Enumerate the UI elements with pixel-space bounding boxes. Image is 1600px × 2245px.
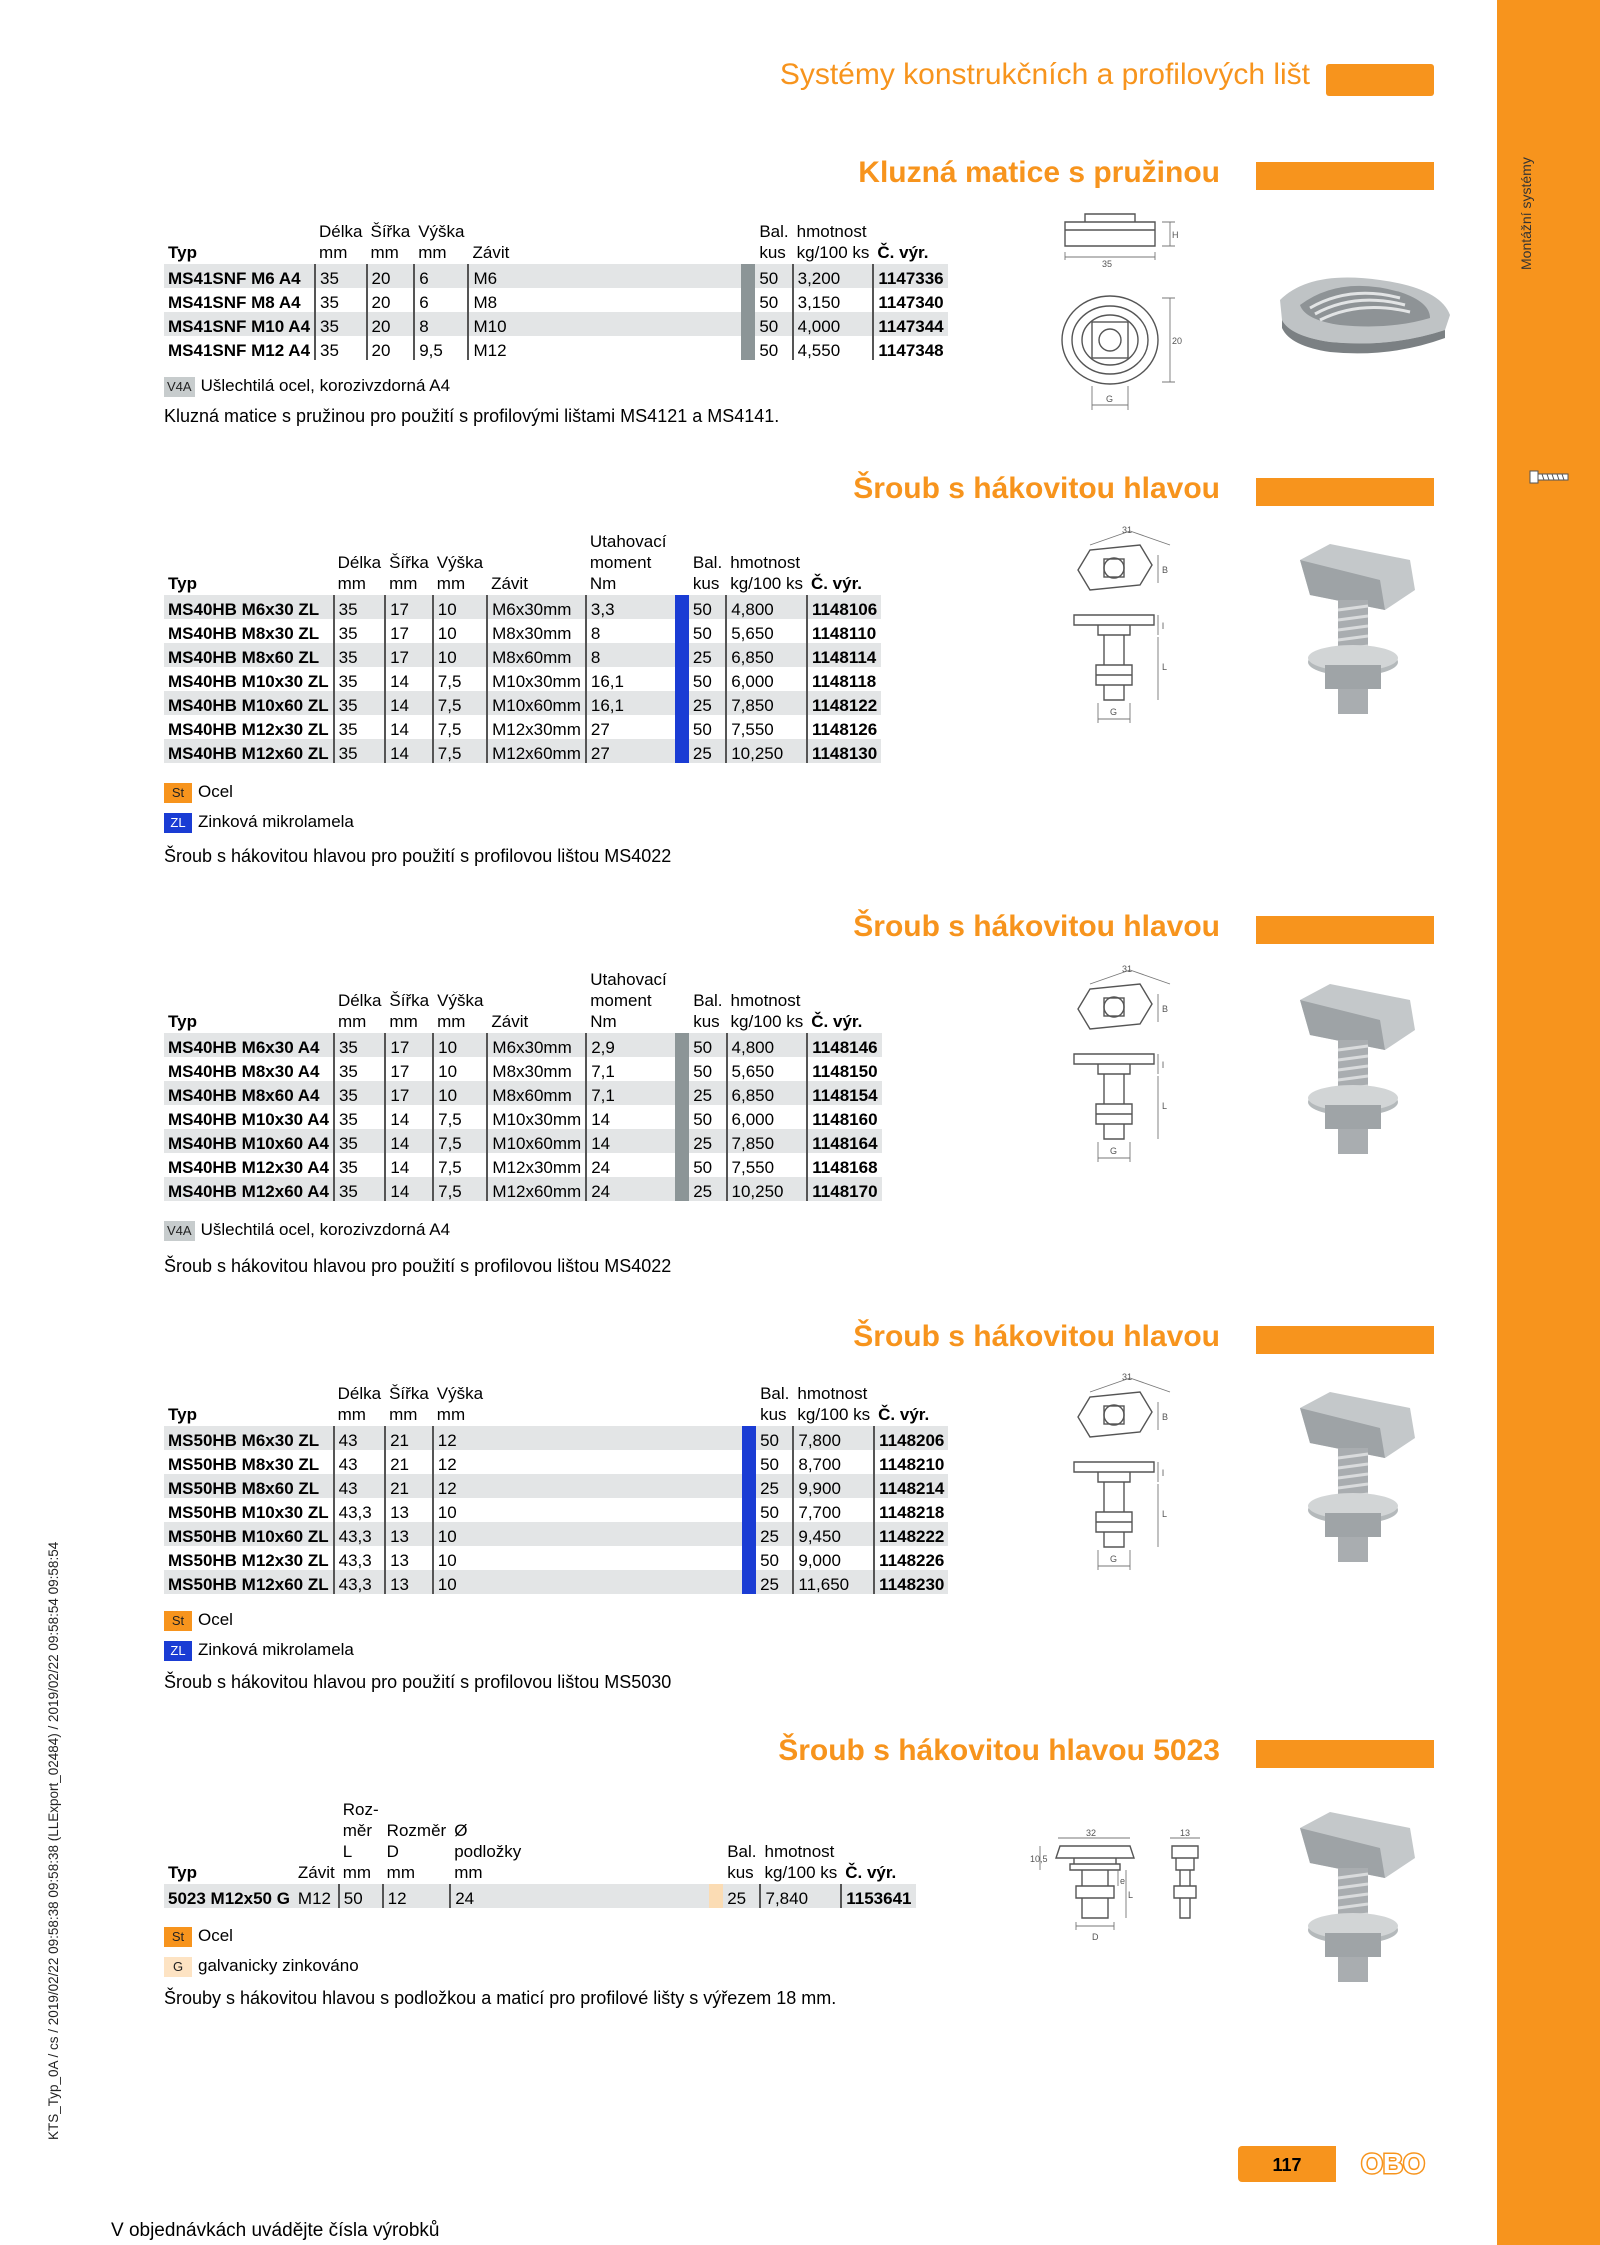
material-legend: V4A Ušlechtilá ocel, korozivzdorná A4 [164,376,450,397]
table-row: MS50HB M6x30 ZL 43 21 12 50 7,800 1148206 [164,1426,948,1450]
svg-text:l: l [1162,621,1164,631]
table-row: MS50HB M10x30 ZL 43,3 13 10 50 7,700 1148218 [164,1498,948,1522]
material-legend: ZL Zinková mikrolamela [164,1640,354,1661]
section-accent-bar [1256,1740,1434,1768]
table-row: MS40HB M8x60 ZL 35 17 10 M8x60mm 8 25 6,850 1148114 [164,643,881,667]
svg-text:31: 31 [1122,525,1133,535]
product-photo-sliding-nut [1270,270,1460,360]
section-title: Šroub s hákovitou hlavou [853,1320,1220,1353]
svg-text:L: L [1162,662,1168,672]
technical-drawing [1070,525,1190,725]
section-description: Šroub s hákovitou hlavou pro použití s profilovou lištou MS5030 [164,1672,672,1692]
svg-text:31: 31 [1122,964,1133,974]
material-legend: V4A Ušlechtilá ocel, korozivzdorná A4 [164,1220,450,1241]
material-legend: St Ocel [164,1926,233,1947]
section-accent-bar [1256,916,1434,944]
table-row: 5023 M12x50 G M12 50 12 24 25 7,840 1153641 [164,1884,916,1908]
table-row: MS41SNF M12 A4 35 20 9,5 M12 50 4,550 1147348 [164,336,948,360]
svg-text:31: 31 [1122,1372,1133,1382]
table-row: MS40HB M10x30 A4 35 14 7,5 M10x30mm 14 50 6,000 1148160 [164,1105,882,1129]
table-row: MS40HB M10x60 A4 35 14 7,5 M10x60mm 14 25 7,850 1148164 [164,1129,882,1153]
page-number: 117 [1238,2146,1336,2182]
footer-note: V objednávkách uvádějte čísla výrobků [111,2220,440,2241]
svg-text:H: H [1172,230,1179,240]
svg-text:l: l [1162,1468,1164,1478]
svg-text:L: L [1162,1509,1168,1519]
table-row: MS40HB M12x30 A4 35 14 7,5 M12x30mm 24 50 7,550 1148168 [164,1153,882,1177]
material-legend: St Ocel [164,782,233,803]
product-table: Roz- měr Rozměr Ø L D podložky Bal. hmotnost Typ Závit mm mm mm kus kg/100 ks Č. výr. 5023 M12x50 G M12 50 12 24 25 7,840 1153641 [164,1800,916,1908]
table-row: MS41SNF M8 A4 35 20 6 M8 50 3,150 1147340 [164,288,948,312]
svg-text:10,5: 10,5 [1030,1854,1048,1864]
table-row: MS40HB M8x30 ZL 35 17 10 M8x30mm 8 50 5,650 1148110 [164,619,881,643]
material-legend: ZL Zinková mikrolamela [164,812,354,833]
obo-logo [1352,2147,1434,2179]
product-table: Délka Šířka Výška Bal. hmotnost Typ mm mm mm Závit kus kg/100 ks Č. výr. MS41SNF M6 A4 35 20 6 M6 50 3,200 1147336 MS41SNF M8 A4 35 20 6 M8 50 3,150 1147340 MS41SNF M10 A4 35 20 8 M10 50 4,000 1147344 MS41SNF M12 A4 35 20 9,5 M12 50 4,550 1147348 [164,222,948,360]
section-title: Šroub s hákovitou hlavou [853,910,1220,943]
screw-icon [1528,468,1572,486]
svg-text:OBO: OBO [1361,2148,1425,2179]
table-row: MS40HB M6x30 ZL 35 17 10 M6x30mm 3,3 50 4,800 1148106 [164,595,881,619]
header-accent-tab [1326,64,1434,96]
svg-text:B: B [1162,565,1169,575]
table-row: MS40HB M12x30 ZL 35 14 7,5 M12x30mm 27 50 7,550 1148126 [164,715,881,739]
table-row: MS50HB M12x60 ZL 43,3 13 10 25 11,650 1148230 [164,1570,948,1594]
table-row: MS50HB M12x30 ZL 43,3 13 10 50 9,000 1148226 [164,1546,948,1570]
product-photo-hook-bolt [1290,1808,1420,1988]
svg-text:32: 32 [1086,1828,1097,1838]
table-row: MS40HB M10x60 ZL 35 14 7,5 M10x60mm 16,1 25 7,850 1148122 [164,691,881,715]
svg-text:G: G [1110,707,1118,717]
table-row: MS50HB M10x60 ZL 43,3 13 10 25 9,450 1148222 [164,1522,948,1546]
svg-text:L: L [1162,1101,1168,1111]
product-photo-hook-bolt [1290,540,1420,720]
svg-text:B: B [1162,1004,1169,1014]
table-row: MS50HB M8x30 ZL 43 21 12 50 8,700 1148210 [164,1450,948,1474]
table-row: MS40HB M8x30 A4 35 17 10 M8x30mm 7,1 50 5,650 1148150 [164,1057,882,1081]
material-legend: G galvanicky zinkováno [164,1956,359,1977]
document-meta: KTS_Typ_0A / cs / 2019/02/22 09:58:38 09:58:38 (LLExport_02484) / 2019/02/22 09:58:54 09:58:54 [46,1541,61,2140]
svg-text:L: L [1128,1890,1134,1900]
svg-text:13: 13 [1180,1828,1191,1838]
svg-text:G: G [1106,394,1114,404]
section-accent-bar [1256,162,1434,190]
svg-text:G: G [1110,1554,1118,1564]
svg-text:l: l [1162,1060,1164,1070]
section-accent-bar [1256,478,1434,506]
section-description: Šroub s hákovitou hlavou pro použití s profilovou lištou MS4022 [164,1256,672,1276]
svg-text:G: G [1110,1146,1118,1156]
table-row: MS50HB M8x60 ZL 43 21 12 25 9,900 1148214 [164,1474,948,1498]
table-row: MS40HB M6x30 A4 35 17 10 M6x30mm 2,9 50 4,800 1148146 [164,1033,882,1057]
svg-text:20: 20 [1172,336,1183,346]
technical-drawing [1050,210,1200,410]
svg-text:B: B [1162,1412,1169,1422]
svg-text:D: D [1092,1932,1099,1942]
table-row: MS41SNF M6 A4 35 20 6 M6 50 3,200 1147336 [164,264,948,288]
section-description: Šroub s hákovitou hlavou pro použití s profilovou lištou MS4022 [164,846,672,866]
table-row: MS41SNF M10 A4 35 20 8 M10 50 4,000 1147344 [164,312,948,336]
table-row: MS40HB M12x60 ZL 35 14 7,5 M12x60mm 27 25 10,250 1148130 [164,739,881,763]
section-title: Kluzná matice s pružinou [858,156,1220,189]
section-accent-bar [1256,1326,1434,1354]
product-table: Utahovací Délka Šířka Výška moment Bal. hmotnost Typ mm mm mm Závit Nm kus kg/100 ks Č. výr. MS40HB M6x30 A4 35 17 10 M6x30mm 2,9 50 4,800 1148146 MS40HB M8x30 A4 35 17 10 M8x30mm 7,1 50 5,650 1148150 MS40HB M8x60 A4 35 17 10 M8x60mm 7,1 25 6,850 1148154 MS40HB M10x30 A4 35 14 7,5 M10x30mm 14 50 6,000 1148160 MS40HB M10x60 A4 35 14 7,5 M10x60mm 14 25 7,850 1148164 MS40HB M12x30 A4 35 14 7,5 M12x30mm 24 50 7,550 1148168 MS40HB M12x60 A4 35 14 7,5 M12x60mm 24 25 10,250 1148170 [164,970,882,1201]
technical-drawing [1070,1372,1190,1572]
product-photo-hook-bolt [1290,1388,1420,1568]
material-legend: St Ocel [164,1610,233,1631]
section-description: Kluzná matice s pružinou pro použití s profilovými lištami MS4121 a MS4141. [164,406,780,426]
product-table: Délka Šířka Výška Bal. hmotnost Typ mm mm mm kus kg/100 ks Č. výr. MS50HB M6x30 ZL 43 21 12 50 7,800 1148206 MS50HB M8x30 ZL 43 21 12 50 8,700 1148210 MS50HB M8x60 ZL 43 21 12 25 9,900 1148214 MS50HB M10x30 ZL 43,3 13 10 50 7,700 1148218 MS50HB M10x60 ZL 43,3 13 10 25 9,450 1148222 MS50HB M12x30 ZL 43,3 13 10 50 9,000 1148226 MS50HB M12x60 ZL 43,3 13 10 25 11,650 1148230 [164,1384,948,1594]
technical-drawing [1030,1826,1220,1956]
side-accent-bar [1497,0,1600,2245]
section-title: Šroub s hákovitou hlavou [853,472,1220,505]
sidebar-label: Montážní systémy [1518,157,1534,270]
svg-text:35: 35 [1102,259,1113,269]
section-description: Šrouby s hákovitou hlavou s podložkou a maticí pro profilové lišty s výřezem 18 mm. [164,1988,837,2008]
table-row: MS40HB M8x60 A4 35 17 10 M8x60mm 7,1 25 6,850 1148154 [164,1081,882,1105]
table-row: MS40HB M10x30 ZL 35 14 7,5 M10x30mm 16,1 50 6,000 1148118 [164,667,881,691]
page-header-title: Systémy konstrukčních a profilových lišt [779,58,1310,91]
technical-drawing [1070,964,1190,1164]
table-row: MS40HB M12x60 A4 35 14 7,5 M12x60mm 24 25 10,250 1148170 [164,1177,882,1201]
svg-text:e: e [1120,1876,1126,1886]
section-title: Šroub s hákovitou hlavou 5023 [778,1734,1220,1767]
product-photo-hook-bolt [1290,980,1420,1160]
product-table: Utahovací Délka Šířka Výška moment Bal. hmotnost Typ mm mm mm Závit Nm kus kg/100 ks Č. výr. MS40HB M6x30 ZL 35 17 10 M6x30mm 3,3 50 4,800 1148106 MS40HB M8x30 ZL 35 17 10 M8x30mm 8 50 5,650 1148110 MS40HB M8x60 ZL 35 17 10 M8x60mm 8 25 6,850 1148114 MS40HB M10x30 ZL 35 14 7,5 M10x30mm 16,1 50 6,000 1148118 MS40HB M10x60 ZL 35 14 7,5 M10x60mm 16,1 25 7,850 1148122 MS40HB M12x30 ZL 35 14 7,5 M12x30mm 27 50 7,550 1148126 MS40HB M12x60 ZL 35 14 7,5 M12x60mm 27 25 10,250 1148130 [164,532,881,763]
